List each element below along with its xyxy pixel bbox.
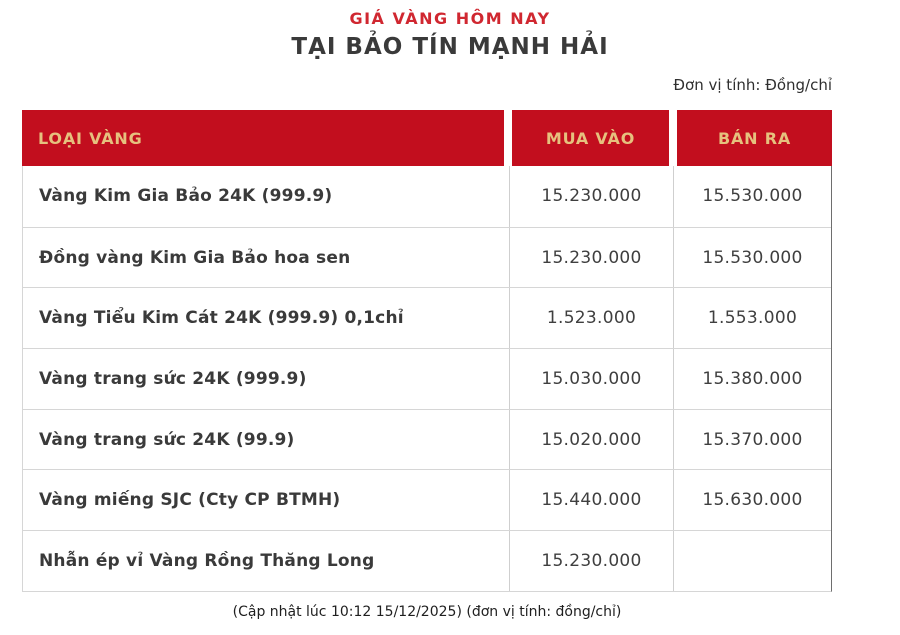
sell-price-value: 15.530.000 — [673, 228, 831, 288]
buy-price-value: 15.440.000 — [509, 470, 673, 530]
sell-price-value: 15.630.000 — [673, 470, 831, 530]
column-header-sell: BÁN RA — [677, 110, 832, 166]
sell-price-value: 15.530.000 — [673, 166, 831, 227]
table-row — [23, 409, 831, 470]
update-note: (Cập nhật lúc 10:12 15/12/2025) (đơn vị tính: đồng/chỉ) — [232, 603, 622, 620]
sell-price-value: 15.370.000 — [673, 410, 831, 470]
table-header-row — [22, 110, 832, 166]
gold-type-label: Vàng miếng SJC (Cty CP BTMH) — [39, 490, 341, 511]
table-row — [23, 530, 831, 591]
gold-price-table — [22, 110, 832, 592]
table-row — [23, 166, 831, 227]
page-subtitle: TẠI BẢO TÍN MẠNH HẢI — [291, 34, 609, 60]
gold-type-label: Đồng vàng Kim Gia Bảo hoa sen — [39, 247, 351, 268]
table-row — [23, 287, 831, 348]
buy-price-value: 15.230.000 — [509, 228, 673, 288]
page-title: GIÁ VÀNG HÔM NAY — [349, 9, 551, 28]
table-row — [23, 469, 831, 530]
column-header-gold-type: LOẠI VÀNG — [22, 110, 504, 166]
buy-price-value: 15.230.000 — [509, 531, 673, 591]
gold-type-label: Vàng trang sức 24K (999.9) — [39, 368, 307, 389]
table-row — [23, 227, 831, 288]
sell-price-value — [673, 531, 831, 591]
column-header-buy: MUA VÀO — [512, 110, 669, 166]
table-row — [23, 348, 831, 409]
sell-price-value: 1.553.000 — [673, 288, 831, 348]
buy-price-value: 15.020.000 — [509, 410, 673, 470]
buy-price-value: 1.523.000 — [509, 288, 673, 348]
buy-price-value: 15.230.000 — [509, 166, 673, 227]
buy-price-value: 15.030.000 — [509, 349, 673, 409]
gold-type-label: Vàng trang sức 24K (99.9) — [39, 429, 295, 450]
gold-type-label: Nhẫn ép vỉ Vàng Rồng Thăng Long — [39, 550, 375, 571]
gold-type-label: Vàng Kim Gia Bảo 24K (999.9) — [39, 186, 333, 207]
gold-type-label: Vàng Tiểu Kim Cát 24K (999.9) 0,1chỉ — [39, 308, 404, 329]
unit-note: Đơn vị tính: Đồng/chỉ — [673, 76, 832, 94]
sell-price-value: 15.380.000 — [673, 349, 831, 409]
table-body — [22, 166, 832, 592]
